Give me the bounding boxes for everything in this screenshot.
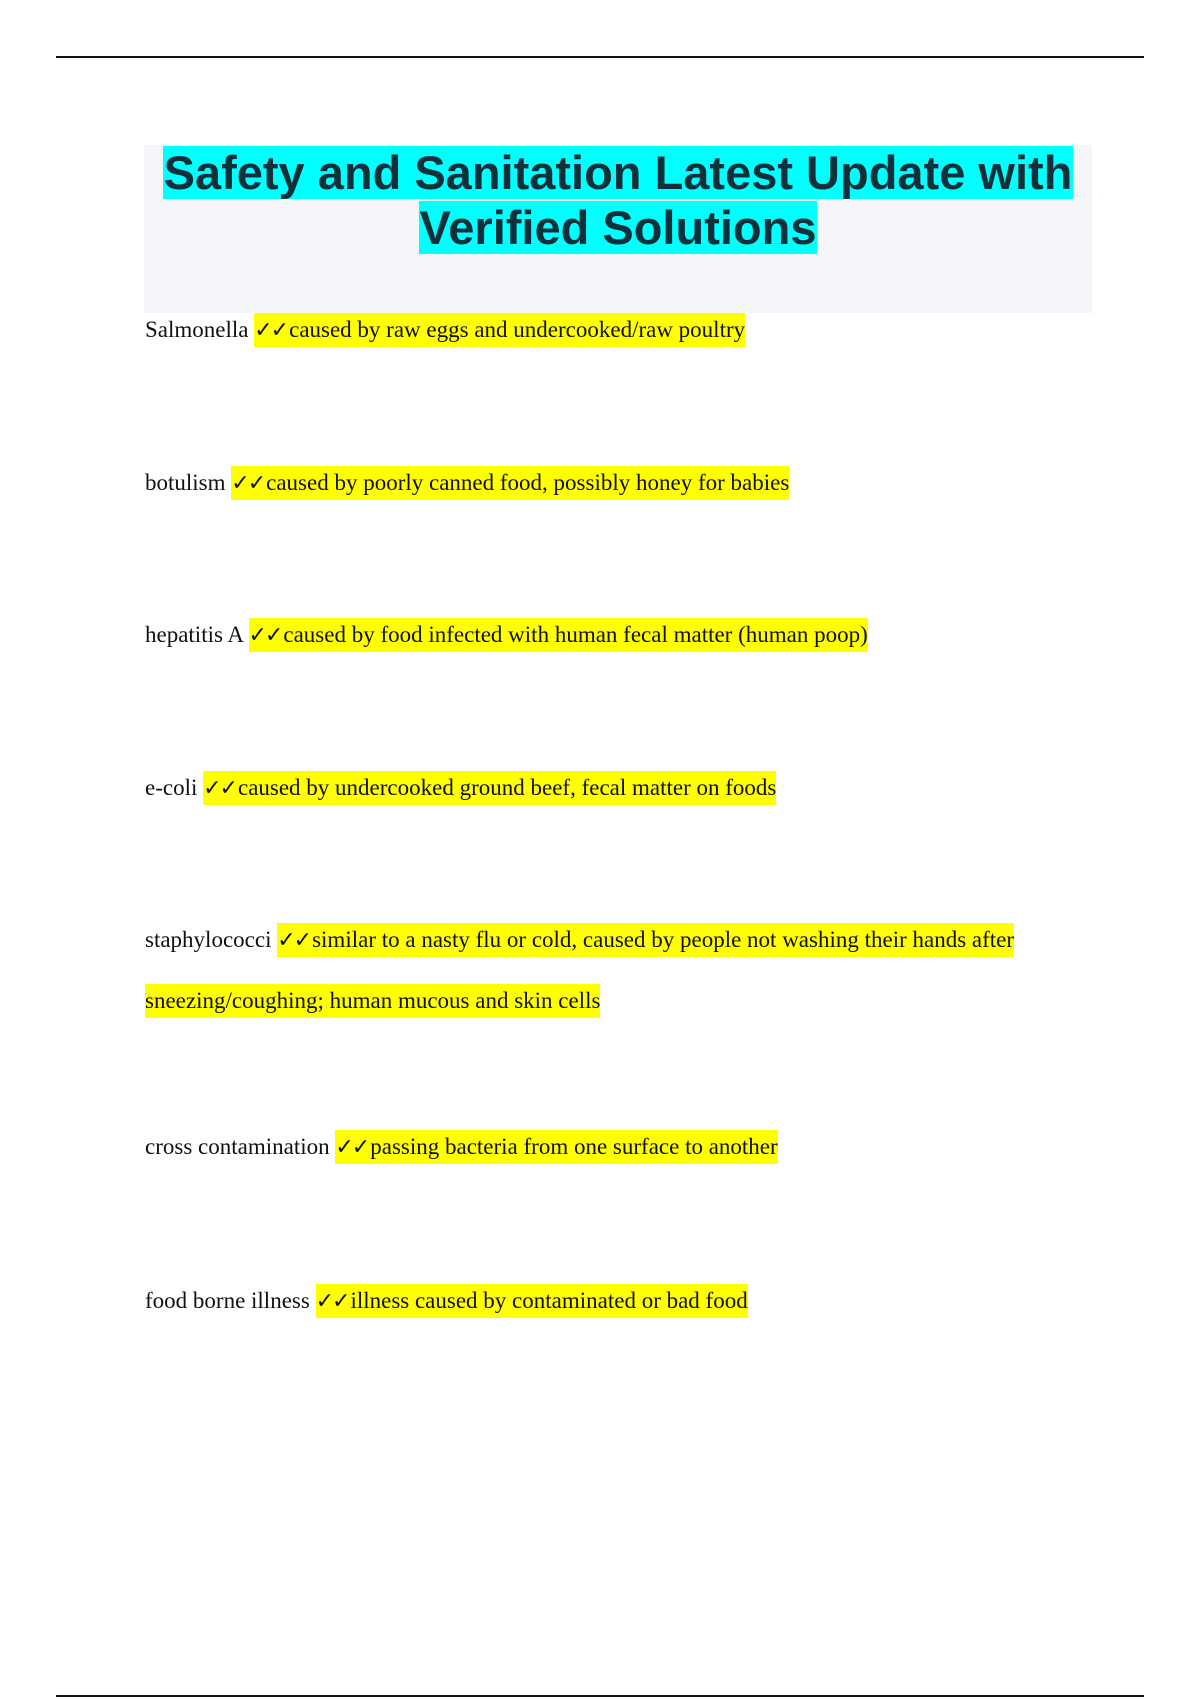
top-rule [56,56,1144,58]
document-title [144,145,1092,255]
answer-text: caused by undercooked ground beef, fecal matter on foods [237,775,777,800]
entry-term: botulism [145,470,226,495]
entry-term: cross contamination [145,1134,330,1159]
answer-text: caused by food infected with human fecal matter (human poop) [283,622,868,647]
double-check-icon: ✓✓ [315,1289,349,1314]
entry-botulism [145,453,1075,514]
entry-term: Salmonella [145,317,249,342]
entry-term: staphylococci [145,927,272,952]
bottom-rule [56,1695,1144,1697]
entry-answer [249,618,868,652]
answer-text: illness caused by contaminated or bad food [350,1288,748,1313]
entry-e-coli [145,758,1075,819]
double-check-icon: ✓✓ [277,928,311,953]
entry-hepatitis-a [145,605,1075,666]
entry-answer [316,1284,748,1318]
double-check-icon: ✓✓ [203,776,236,801]
entry-answer [203,771,776,805]
entry-cross-contamination [145,1117,1075,1178]
double-check-icon: ✓✓ [248,623,282,648]
double-check-icon: ✓✓ [254,318,288,343]
answer-text: caused by raw eggs and undercooked/raw poultry [289,317,746,342]
entry-term: e-coli [145,775,198,800]
entry-answer [145,923,1014,1018]
entry-answer [254,313,745,347]
entry-salmonella [145,300,1075,361]
double-check-icon: ✓✓ [335,1135,369,1160]
title-line-1: Safety and Sanitation Latest Update with [163,146,1073,199]
entry-answer [231,466,789,500]
answer-text: passing bacteria from one surface to another [370,1134,778,1159]
title-line-2: Verified Solutions [419,201,817,254]
double-check-icon: ✓✓ [231,471,265,496]
entry-staphylococci [145,910,1075,1031]
entry-food-borne-illness [145,1271,1075,1332]
answer-text: caused by poorly canned food, possibly honey for babies [266,470,790,495]
entry-term: hepatitis A [145,622,243,647]
answer-text: similar to a nasty flu or cold, caused by people not washing their hands after sneezing/coughing; human mucous and skin cells [145,927,1015,1013]
entry-term: food borne illness [145,1288,310,1313]
entry-answer [335,1130,777,1164]
